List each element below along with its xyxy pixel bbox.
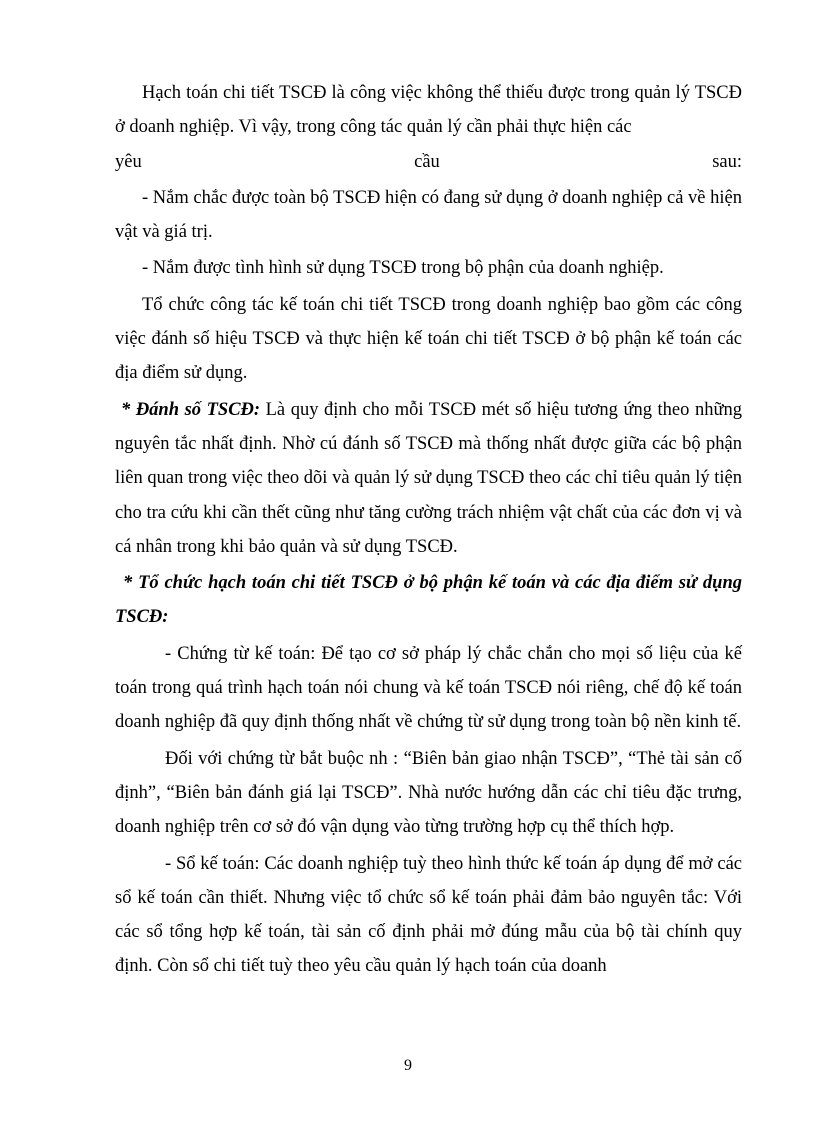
numbering-label: * Đánh số TSCĐ: bbox=[121, 399, 261, 420]
word-yeu: yêu bbox=[115, 151, 142, 172]
document-body bbox=[115, 76, 742, 984]
paragraph-numbering bbox=[115, 393, 742, 564]
paragraph-intro: Hạch toán chi tiết TSCĐ là công việc không thể thiếu được trong quản lý TSCĐ ở doanh nghiệp. Vì vậy, trong công tác quản lý cần phải thực hiện các bbox=[115, 83, 742, 138]
numbering-text: Là quy định cho mỗi TSCĐ mét số hiệu tương ứng theo những nguyên tắc nhất định. Nhờ cú đánh số TSCĐ mà thống nhất được giữa các bộ phận liên quan trong việc theo dõi và quản lý sử dụng TSCĐ theo các chỉ tiêu quản lý tiện cho tra cứu khi cần thết cũng như tăng cường trách nhiệm vật chất của các đơn vị và cá nhân trong khi bảo quản và sử dụng TSCĐ. bbox=[115, 399, 742, 557]
paragraph-requirement-2: - Nắm được tình hình sử dụng TSCĐ trong bộ phận của doanh nghiệp. bbox=[142, 258, 664, 279]
word-sau: sau: bbox=[712, 151, 742, 172]
paragraph-intro-last-line bbox=[115, 145, 742, 179]
section-heading: * Tổ chức hạch toán chi tiết TSCĐ ở bộ phận kế toán và các địa điểm sử dụng TSCĐ: bbox=[115, 573, 742, 628]
paragraph-vouchers: - Chứng từ kế toán: Để tạo cơ sở pháp lý chắc chắn cho mọi số liệu của kế toán trong quá trình hạch toán nói chung và kế toán TSCĐ nói riêng, chế độ kế toán doanh nghiệp đã quy định thống nhất về chứng từ sử dụng trong toàn bộ nền kinh tế. bbox=[115, 643, 742, 733]
page-number: 9 bbox=[404, 1057, 412, 1074]
paragraph-organization: Tổ chức công tác kế toán chi tiết TSCĐ trong doanh nghiệp bao gồm các công việc đánh số hiệu TSCĐ và thực hiện kế toán chi tiết TSCĐ ở bộ phận kế toán các địa điểm sử dụng. bbox=[115, 294, 742, 384]
paragraph-mandatory-vouchers: Đối với chứng từ bắt buộc nh : “Biên bản giao nhận TSCĐ”, “Thẻ tài sản cố định”, “Biên bản đánh giá lại TSCĐ”. Nhà nước hướng dẫn các chỉ tiêu đặc trưng, doanh nghiệp trên cơ sở đó vận dụng vào từng trường hợp cụ thể thích hợp. bbox=[115, 748, 742, 838]
paragraph-ledgers: - Sổ kế toán: Các doanh nghiệp tuỳ theo hình thức kế toán áp dụng để mở các sổ kế toán cần thiết. Nhưng việc tổ chức sổ kế toán phải đảm bảo nguyên tắc: Với các sổ tổng hợp kế toán, tài sản cố định phải mở đúng mẫu của bộ tài chính quy định. Còn sổ chi tiết tuỳ theo yêu cầu quản lý hạch toán của doanh bbox=[115, 853, 742, 977]
paragraph-requirement-1: - Nắm chắc được toàn bộ TSCĐ hiện có đang sử dụng ở doanh nghiệp cả về hiện vật và giá trị. bbox=[115, 187, 742, 243]
word-cau: cầu bbox=[414, 151, 440, 172]
